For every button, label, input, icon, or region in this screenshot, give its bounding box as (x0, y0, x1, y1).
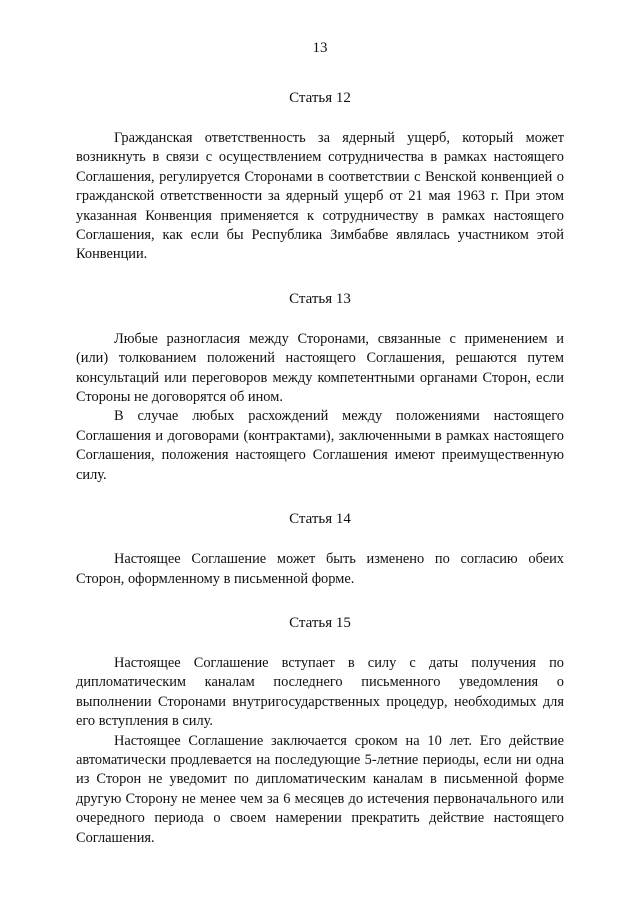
article-paragraph: Настоящее Соглашение может быть изменено по согласию обеих Сторон, оформленному в письменной форме. (76, 551, 564, 587)
page-number: 13 (312, 40, 328, 56)
article-title: Статья 14 (289, 511, 351, 528)
article-paragraph: В случае любых расхождений между положениями настоящего Соглашения и договорами (контрактами), заключенными в рамках настоящего Соглашения, положения настоящего Соглашения имеют преимущественную силу. (76, 408, 564, 483)
article-paragraph: Гражданская ответственность за ядерный ущерб, который может возникнуть в связи с осуществлением сотрудничества в рамках настоящего Соглашения, регулируется Сторонами в соответствии с Венской конвенцией о гражданской ответственности за ядерный ущерб от 21 мая 1963 г. При этом указанная Конвенция применяется к сотрудничеству в рамках настоящего Соглашения, как если бы Республика Зимбабве являлась участником этой Конвенции. (76, 130, 564, 263)
article-title: Статья 13 (289, 290, 351, 307)
article-14 (76, 509, 564, 589)
article-15 (76, 613, 564, 848)
article-13 (76, 289, 564, 485)
article-paragraph: Любые разногласия между Сторонами, связанные с применением и (или) толкованием положений настоящего Соглашения, решаются путем консультаций или переговоров между компетентными органами Сторон, если Стороны не договорятся об ином. (76, 330, 564, 406)
article-title: Статья 12 (289, 90, 351, 106)
article-paragraph: Настоящее Соглашение вступает в силу с даты получения по дипломатическим каналам последнего письменного уведомления о выполнении Сторонами внутригосударственных процедур, необходимых для его вступления в силу. (76, 654, 564, 730)
article-12 (76, 88, 564, 265)
article-title: Статья 15 (289, 614, 351, 631)
article-paragraph: Настоящее Соглашение заключается сроком на 10 лет. Его действие автоматически продлевается на последующие 5-летние периоды, если ни одна из Сторон не уведомит по дипломатическим каналам в письменной форме другую Сторону не менее чем за 6 месяцев до истечения первоначального или очередного периода о своем намерении прекратить действие настоящего Соглашения. (76, 732, 564, 846)
